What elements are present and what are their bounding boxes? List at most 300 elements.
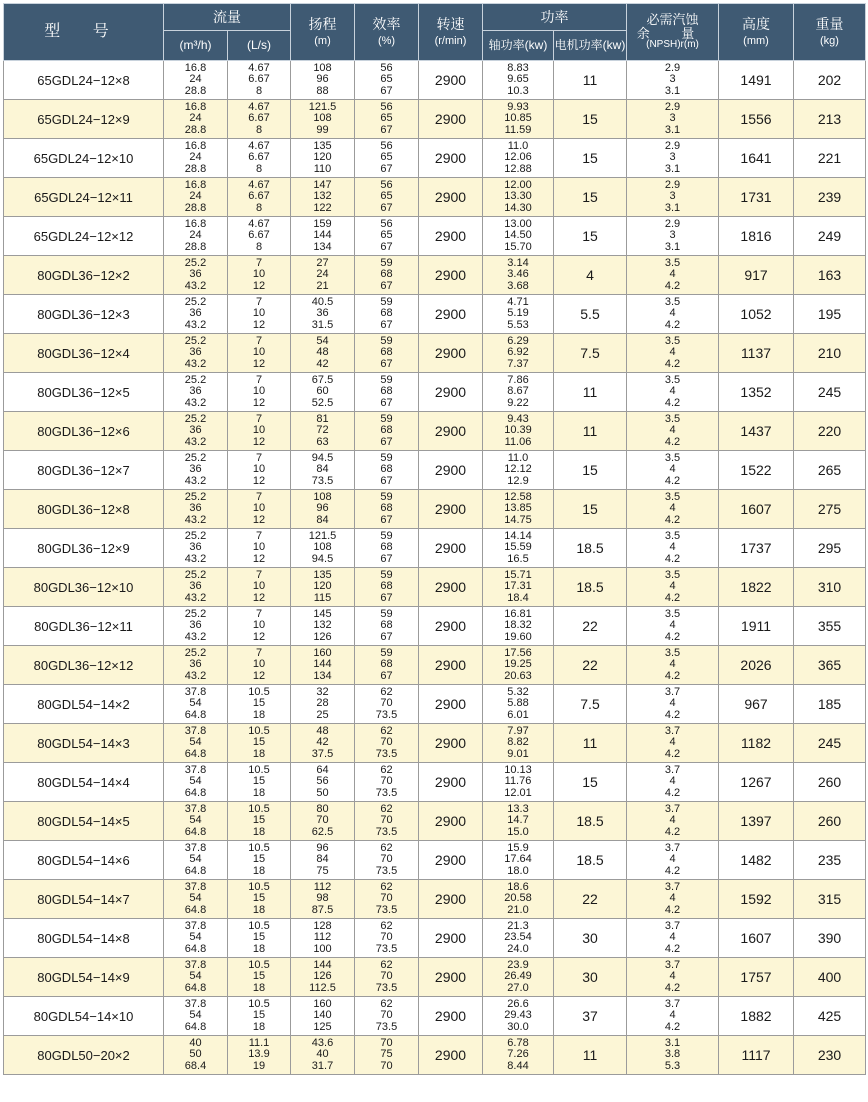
npsh-cell-value: 3.7: [664, 958, 681, 971]
shaft-power-cell-value: 18.0: [507, 864, 529, 877]
npsh-cell-value: 4.2: [664, 981, 681, 994]
flow-ls-cell-value: 10: [252, 463, 266, 476]
efficiency-cell-value: 73.5: [375, 825, 398, 838]
shaft-power-cell-value: 15.70: [504, 240, 532, 253]
flow-m3h-cell: [164, 61, 228, 100]
npsh-cell: [627, 490, 719, 529]
npsh-cell-value: 4.2: [664, 357, 681, 370]
weight-cell: 390: [794, 919, 866, 958]
flow-m3h-cell-value: 16.8: [184, 61, 207, 74]
flow-ls-cell: [228, 412, 291, 451]
flow-ls-cell-value: 12: [252, 279, 266, 292]
spec-table-container: [3, 3, 865, 1075]
npsh-cell-value: 3.1: [664, 240, 681, 253]
flow-m3h-cell-value: 36: [189, 463, 202, 476]
height-cell: 2026: [719, 646, 794, 685]
head-cell-value: 160: [313, 997, 332, 1010]
flow-m3h-cell-value: 64.8: [184, 786, 207, 799]
npsh-cell: [627, 685, 719, 724]
head-cell-value: 94.5: [311, 451, 334, 464]
head-cell-value: 120: [313, 151, 332, 164]
head-cell-value: 31.7: [311, 1059, 334, 1072]
shaft-power-cell-value: 21.0: [507, 903, 529, 916]
shaft-power-cell: [483, 841, 554, 880]
efficiency-cell-value: 68: [380, 619, 393, 632]
shaft-power-cell-value: 18.4: [507, 591, 529, 604]
shaft-power-cell-value: 4.71: [507, 295, 529, 308]
npsh-cell-value: 4: [669, 736, 676, 749]
npsh-cell-value: 4: [669, 385, 676, 398]
header-head: [291, 4, 355, 61]
efficiency-cell-value: 73.5: [375, 1020, 398, 1033]
head-cell-value: 43.6: [311, 1036, 334, 1049]
flow-m3h-cell-value: 24: [189, 73, 202, 86]
flow-m3h-cell: [164, 256, 228, 295]
efficiency-cell-value: 70: [380, 931, 393, 944]
height-cell: 1491: [719, 61, 794, 100]
header-speed-label: 转速: [436, 15, 465, 32]
efficiency-cell-value: 70: [380, 775, 393, 788]
shaft-power-cell-value: 11.06: [504, 435, 532, 448]
header-model: 型 号: [4, 4, 164, 61]
npsh-cell-value: 3.5: [664, 295, 681, 308]
header-weight-unit: (kg): [820, 34, 839, 47]
table-row: [4, 334, 866, 373]
flow-m3h-cell-value: 43.2: [184, 357, 207, 370]
motor-power-cell: 11: [554, 1036, 627, 1075]
shaft-power-cell: [483, 217, 554, 256]
shaft-power-cell-value: 26.49: [504, 970, 532, 983]
table-row: [4, 568, 866, 607]
head-cell-value: 21: [316, 279, 329, 292]
shaft-power-cell-value: 14.14: [504, 529, 532, 542]
flow-ls-cell-value: 10: [252, 580, 266, 593]
height-cell: 917: [719, 256, 794, 295]
head-cell-value: 40.5: [311, 295, 334, 308]
flow-ls-cell-value: 8: [255, 123, 263, 136]
head-cell: [291, 841, 355, 880]
efficiency-cell-value: 59: [380, 607, 393, 620]
flow-m3h-cell-value: 64.8: [184, 1020, 207, 1033]
flow-m3h-cell: [164, 490, 228, 529]
shaft-power-cell-value: 9.65: [507, 73, 529, 86]
shaft-power-cell-value: 3.46: [507, 268, 529, 281]
efficiency-cell-value: 67: [380, 240, 393, 253]
shaft-power-cell-value: 3.14: [507, 256, 529, 269]
head-cell: [291, 1036, 355, 1075]
flow-ls-cell: [228, 529, 291, 568]
height-cell: 1522: [719, 451, 794, 490]
shaft-power-cell-value: 6.78: [507, 1036, 529, 1049]
model-cell: 80GDL36−12×8: [4, 490, 164, 529]
height-cell: 1352: [719, 373, 794, 412]
efficiency-cell-value: 62: [380, 763, 393, 776]
motor-power-cell: 15: [554, 490, 627, 529]
head-cell-value: 36: [316, 307, 329, 320]
npsh-cell: [627, 919, 719, 958]
shaft-power-cell-value: 12.06: [504, 151, 532, 164]
head-cell-value: 145: [313, 607, 332, 620]
head-cell-value: 108: [313, 112, 332, 125]
flow-m3h-cell-value: 25.2: [184, 451, 207, 464]
flow-ls-cell-value: 7: [255, 568, 263, 581]
head-cell: [291, 724, 355, 763]
efficiency-cell-value: 67: [380, 201, 393, 214]
efficiency-cell: [355, 724, 419, 763]
shaft-power-cell-value: 19.25: [504, 658, 532, 671]
speed-cell: 2900: [419, 334, 483, 373]
efficiency-cell-value: 59: [380, 529, 393, 542]
npsh-cell-value: 3.7: [664, 880, 681, 893]
head-cell-value: 37.5: [311, 747, 334, 760]
npsh-cell: [627, 256, 719, 295]
efficiency-cell-value: 65: [380, 73, 393, 86]
npsh-cell: [627, 646, 719, 685]
head-cell-value: 56: [316, 775, 329, 788]
efficiency-cell: [355, 1036, 419, 1075]
flow-m3h-cell-value: 25.2: [184, 568, 207, 581]
flow-m3h-cell-value: 37.8: [184, 724, 207, 737]
speed-cell: 2900: [419, 607, 483, 646]
flow-ls-cell-value: 15: [252, 931, 266, 944]
shaft-power-cell-value: 10.3: [507, 84, 529, 97]
npsh-cell: [627, 568, 719, 607]
head-cell-value: 135: [313, 568, 332, 581]
weight-cell: 210: [794, 334, 866, 373]
flow-m3h-cell-value: 28.8: [184, 240, 207, 253]
efficiency-cell-value: 70: [380, 697, 393, 710]
efficiency-cell-value: 56: [380, 139, 393, 152]
npsh-cell-value: 3.1: [664, 123, 681, 136]
flow-m3h-cell: [164, 178, 228, 217]
shaft-power-cell-value: 13.00: [504, 217, 532, 230]
flow-m3h-cell-value: 37.8: [184, 685, 207, 698]
flow-m3h-cell-value: 54: [189, 1009, 202, 1022]
npsh-cell-value: 4: [669, 346, 676, 359]
flow-m3h-cell: [164, 958, 228, 997]
npsh-cell-value: 4: [669, 580, 676, 593]
efficiency-cell: [355, 958, 419, 997]
model-cell: 80GDL54−14×9: [4, 958, 164, 997]
flow-m3h-cell: [164, 841, 228, 880]
npsh-cell-value: 3.5: [664, 529, 681, 542]
flow-ls-cell: [228, 958, 291, 997]
head-cell-value: 140: [313, 1009, 332, 1022]
header-efficiency-label: 效率: [372, 15, 401, 32]
efficiency-cell: [355, 334, 419, 373]
head-cell-value: 40: [316, 1048, 329, 1061]
shaft-power-cell-value: 11.0: [507, 451, 529, 464]
flow-m3h-cell-value: 54: [189, 814, 202, 827]
head-cell-value: 132: [313, 190, 332, 203]
flow-m3h-cell-value: 24: [189, 112, 202, 125]
table-row: [4, 607, 866, 646]
weight-cell: 245: [794, 373, 866, 412]
head-cell-value: 108: [313, 490, 332, 503]
shaft-power-cell-value: 8.44: [507, 1059, 529, 1072]
motor-power-cell: 15: [554, 217, 627, 256]
flow-ls-cell: [228, 607, 291, 646]
head-cell: [291, 490, 355, 529]
shaft-power-cell-value: 16.5: [507, 552, 529, 565]
motor-power-cell: 4: [554, 256, 627, 295]
head-cell-value: 84: [316, 853, 329, 866]
efficiency-cell-value: 59: [380, 646, 393, 659]
npsh-cell-value: 4: [669, 658, 676, 671]
flow-ls-cell-value: 12: [252, 396, 266, 409]
npsh-cell-value: 4: [669, 463, 676, 476]
flow-ls-cell-value: 6.67: [248, 73, 270, 86]
flow-m3h-cell-value: 37.8: [184, 802, 207, 815]
efficiency-cell-value: 62: [380, 919, 393, 932]
flow-ls-cell-value: 7: [255, 490, 263, 503]
npsh-cell-value: 4.2: [664, 279, 681, 292]
npsh-cell-value: 4.2: [664, 1020, 681, 1033]
head-cell-value: 121.5: [308, 529, 337, 542]
head-cell-value: 110: [313, 162, 332, 175]
efficiency-cell: [355, 607, 419, 646]
height-cell: 1182: [719, 724, 794, 763]
flow-ls-cell-value: 12: [252, 318, 266, 331]
head-cell: [291, 373, 355, 412]
flow-ls-cell-value: 19: [252, 1059, 266, 1072]
head-cell: [291, 256, 355, 295]
speed-cell: 2900: [419, 412, 483, 451]
shaft-power-cell-value: 16.81: [504, 607, 532, 620]
speed-cell: 2900: [419, 100, 483, 139]
npsh-cell: [627, 412, 719, 451]
flow-m3h-cell-value: 28.8: [184, 123, 207, 136]
weight-cell: 202: [794, 61, 866, 100]
weight-cell: 275: [794, 490, 866, 529]
speed-cell: 2900: [419, 139, 483, 178]
model-cell: 80GDL54−14×10: [4, 997, 164, 1036]
height-cell: 1592: [719, 880, 794, 919]
efficiency-cell: [355, 256, 419, 295]
flow-ls-cell-value: 18: [252, 1020, 266, 1033]
height-cell: 1052: [719, 295, 794, 334]
flow-m3h-cell: [164, 100, 228, 139]
flow-ls-cell-value: 7: [255, 295, 263, 308]
npsh-cell-value: 4: [669, 1009, 676, 1022]
flow-ls-cell-value: 7: [255, 451, 263, 464]
efficiency-cell-value: 70: [380, 853, 393, 866]
npsh-cell: [627, 841, 719, 880]
shaft-power-cell-value: 12.9: [507, 474, 529, 487]
npsh-cell-value: 4.2: [664, 747, 681, 760]
flow-ls-cell-value: 15: [252, 853, 266, 866]
flow-ls-cell-value: 18: [252, 903, 266, 916]
header-weight: [794, 4, 866, 61]
efficiency-cell-value: 70: [380, 892, 393, 905]
npsh-cell-value: 4.2: [664, 435, 681, 448]
shaft-power-cell-value: 3.68: [507, 279, 529, 292]
flow-m3h-cell-value: 25.2: [184, 256, 207, 269]
efficiency-cell-value: 56: [380, 100, 393, 113]
efficiency-cell-value: 67: [380, 591, 393, 604]
npsh-cell-value: 3.8: [664, 1048, 681, 1061]
head-cell: [291, 295, 355, 334]
header-npsh-line1: 必需汽蚀: [646, 12, 699, 28]
flow-ls-cell-value: 10: [252, 268, 266, 281]
head-cell-value: 126: [313, 970, 332, 983]
flow-m3h-cell: [164, 1036, 228, 1075]
efficiency-cell: [355, 178, 419, 217]
speed-cell: 2900: [419, 685, 483, 724]
efficiency-cell-value: 70: [380, 1036, 393, 1049]
npsh-cell: [627, 958, 719, 997]
flow-m3h-cell: [164, 295, 228, 334]
npsh-cell: [627, 802, 719, 841]
npsh-cell-value: 5.3: [664, 1059, 681, 1072]
head-cell-value: 87.5: [311, 903, 334, 916]
shaft-power-cell-value: 26.6: [507, 997, 529, 1010]
header-speed-unit: (r/min): [434, 34, 467, 47]
speed-cell: 2900: [419, 61, 483, 100]
npsh-cell-value: 3.7: [664, 685, 681, 698]
flow-ls-cell-value: 10: [252, 346, 266, 359]
shaft-power-cell-value: 8.83: [507, 61, 529, 74]
efficiency-cell-value: 70: [380, 814, 393, 827]
npsh-cell-value: 4.2: [664, 396, 681, 409]
npsh-cell-value: 4.2: [664, 591, 681, 604]
flow-m3h-cell-value: 25.2: [184, 295, 207, 308]
efficiency-cell-value: 62: [380, 958, 393, 971]
flow-m3h-cell: [164, 412, 228, 451]
flow-ls-cell-value: 8: [255, 84, 263, 97]
npsh-cell-value: 3.1: [664, 162, 681, 175]
model-cell: 80GDL54−14×5: [4, 802, 164, 841]
flow-ls-cell: [228, 373, 291, 412]
shaft-power-cell-value: 5.32: [507, 685, 529, 698]
model-cell: 65GDL24−12×9: [4, 100, 164, 139]
flow-ls-cell-value: 15: [252, 697, 266, 710]
motor-power-cell: 18.5: [554, 802, 627, 841]
shaft-power-cell-value: 18.32: [504, 619, 532, 632]
head-cell-value: 96: [316, 502, 329, 515]
shaft-power-cell: [483, 880, 554, 919]
head-cell-value: 120: [313, 580, 332, 593]
flow-ls-cell-value: 18: [252, 981, 266, 994]
efficiency-cell-value: 73.5: [375, 903, 398, 916]
flow-m3h-cell-value: 24: [189, 151, 202, 164]
flow-m3h-cell-value: 36: [189, 307, 202, 320]
speed-cell: 2900: [419, 568, 483, 607]
shaft-power-cell: [483, 568, 554, 607]
npsh-cell-value: 4: [669, 307, 676, 320]
shaft-power-cell-value: 7.37: [507, 357, 529, 370]
flow-ls-cell: [228, 61, 291, 100]
head-cell-value: 112: [313, 880, 332, 893]
npsh-cell-value: 3.7: [664, 841, 681, 854]
flow-m3h-cell-value: 28.8: [184, 162, 207, 175]
head-cell-value: 135: [313, 139, 332, 152]
motor-power-cell: 15: [554, 100, 627, 139]
table-row: [4, 451, 866, 490]
flow-ls-cell-value: 7: [255, 373, 263, 386]
flow-m3h-cell-value: 25.2: [184, 373, 207, 386]
efficiency-cell-value: 59: [380, 451, 393, 464]
flow-m3h-cell-value: 64.8: [184, 864, 207, 877]
efficiency-cell-value: 68: [380, 268, 393, 281]
model-cell: 80GDL36−12×12: [4, 646, 164, 685]
npsh-cell-value: 3.7: [664, 724, 681, 737]
head-cell-value: 98: [316, 892, 329, 905]
flow-m3h-cell-value: 36: [189, 424, 202, 437]
flow-ls-cell: [228, 1036, 291, 1075]
npsh-cell-value: 4: [669, 775, 676, 788]
flow-ls-cell-value: 15: [252, 775, 266, 788]
flow-ls-cell: [228, 334, 291, 373]
flow-ls-cell-value: 4.67: [248, 61, 270, 74]
speed-cell: 2900: [419, 919, 483, 958]
shaft-power-cell-value: 23.9: [507, 958, 529, 971]
flow-ls-cell-value: 18: [252, 864, 266, 877]
flow-ls-cell-value: 15: [252, 892, 266, 905]
efficiency-cell-value: 67: [380, 279, 393, 292]
npsh-cell-value: 4.2: [664, 708, 681, 721]
efficiency-cell-value: 67: [380, 513, 393, 526]
head-cell: [291, 100, 355, 139]
header-npsh-line2: 余 量: [636, 25, 709, 41]
table-row: [4, 958, 866, 997]
shaft-power-cell: [483, 139, 554, 178]
flow-ls-cell-value: 6.67: [248, 151, 270, 164]
model-cell: 80GDL54−14×4: [4, 763, 164, 802]
speed-cell: 2900: [419, 178, 483, 217]
npsh-cell: [627, 763, 719, 802]
flow-ls-cell-value: 18: [252, 708, 266, 721]
efficiency-cell-value: 59: [380, 334, 393, 347]
motor-power-cell: 30: [554, 958, 627, 997]
speed-cell: 2900: [419, 295, 483, 334]
shaft-power-cell: [483, 1036, 554, 1075]
weight-cell: 260: [794, 763, 866, 802]
head-cell-value: 122: [313, 201, 332, 214]
shaft-power-cell-value: 13.3: [507, 802, 529, 815]
flow-ls-cell-value: 6.67: [248, 190, 270, 203]
shaft-power-cell-value: 9.01: [507, 747, 529, 760]
table-row: [4, 763, 866, 802]
flow-m3h-cell: [164, 451, 228, 490]
flow-m3h-cell-value: 64.8: [184, 708, 207, 721]
speed-cell: 2900: [419, 724, 483, 763]
flow-m3h-cell-value: 25.2: [184, 529, 207, 542]
head-cell-value: 31.5: [311, 318, 334, 331]
efficiency-cell-value: 62: [380, 880, 393, 893]
head-cell: [291, 61, 355, 100]
height-cell: 967: [719, 685, 794, 724]
npsh-cell-value: 3: [669, 112, 676, 125]
shaft-power-cell-value: 18.6: [507, 880, 529, 893]
shaft-power-cell-value: 10.39: [504, 424, 532, 437]
shaft-power-cell-value: 15.0: [507, 825, 529, 838]
npsh-cell-value: 3.1: [664, 84, 681, 97]
flow-ls-cell: [228, 451, 291, 490]
efficiency-cell-value: 67: [380, 552, 393, 565]
head-cell: [291, 997, 355, 1036]
npsh-cell: [627, 139, 719, 178]
height-cell: 1731: [719, 178, 794, 217]
speed-cell: 2900: [419, 256, 483, 295]
head-cell-value: 73.5: [311, 474, 334, 487]
flow-ls-cell: [228, 217, 291, 256]
head-cell-value: 115: [313, 591, 332, 604]
height-cell: 1757: [719, 958, 794, 997]
efficiency-cell-value: 68: [380, 502, 393, 515]
weight-cell: 400: [794, 958, 866, 997]
head-cell-value: 54: [316, 334, 329, 347]
